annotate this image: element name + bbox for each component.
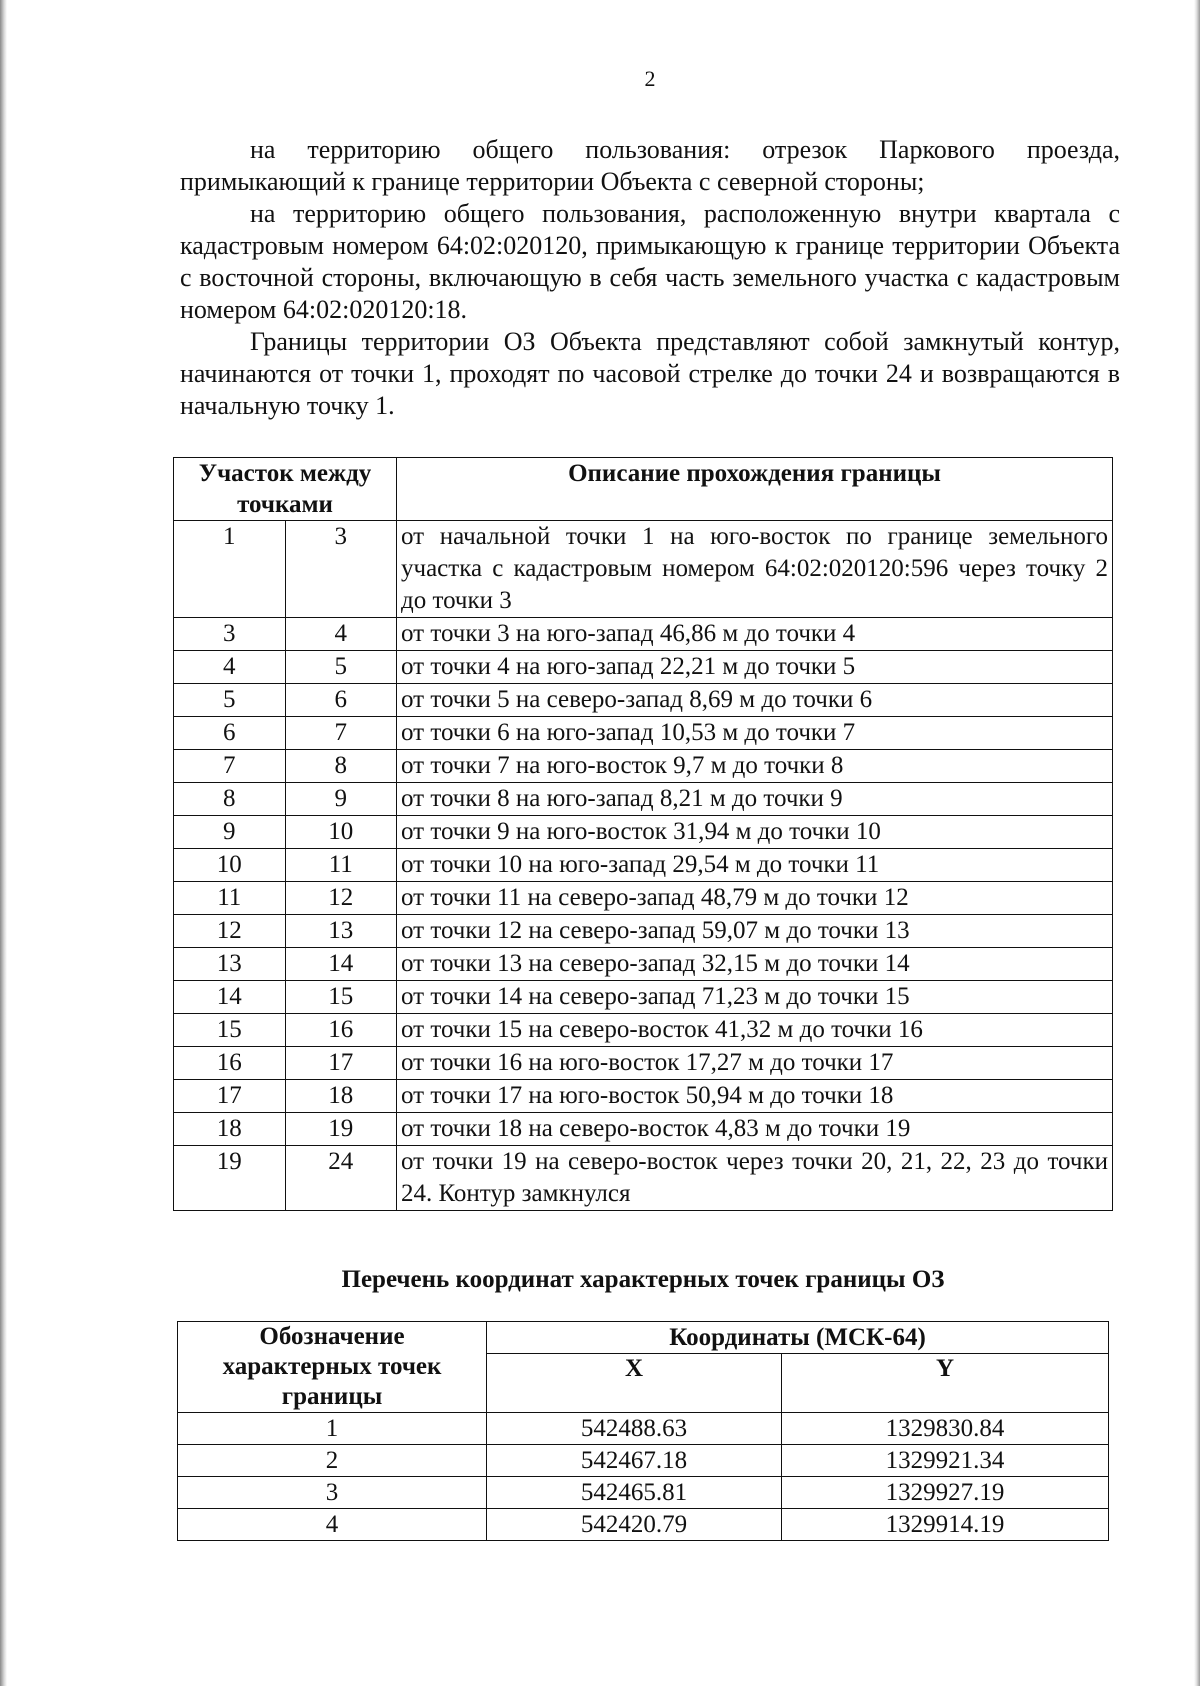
table-row (174, 783, 1113, 816)
table-row (174, 849, 1113, 882)
segment-description: от точки 3 на юго-запад 46,86 м до точки 4 (397, 618, 1113, 651)
segment-description: от точки 4 на юго-запад 22,21 м до точки 5 (397, 651, 1113, 684)
header-boundary-description: Описание прохождения границы (397, 458, 1113, 521)
segment-from-point: 19 (174, 1146, 286, 1211)
paragraph-public-area-north: на территорию общего пользования: отрезок Паркового проезда, примыкающий к границе территории Объекта с северной стороны; (180, 135, 1120, 196)
coordinates-list-title: Перечень координат характерных точек границы ОЗ (341, 1266, 945, 1293)
table-row (178, 1413, 1109, 1445)
segment-from-point: 5 (174, 684, 286, 717)
segment-from-point: 4 (174, 651, 286, 684)
table-row (178, 1477, 1109, 1509)
segment-from-point: 18 (174, 1113, 286, 1146)
segment-to-point: 6 (285, 684, 397, 717)
table-row (174, 1080, 1113, 1113)
segment-from-point: 9 (174, 816, 286, 849)
table-row (174, 1014, 1113, 1047)
segment-description: от точки 19 на северо-восток через точки 20, 21, 22, 23 до точки 24. Контур замкнулся (397, 1146, 1113, 1211)
scan-edge-right (1194, 0, 1200, 1686)
segment-to-point: 9 (285, 783, 397, 816)
segment-from-point: 16 (174, 1047, 286, 1080)
table-row (174, 882, 1113, 915)
table-row (174, 651, 1113, 684)
table-row (174, 618, 1113, 651)
boundary-table-body (174, 521, 1113, 1211)
segment-description: от точки 18 на северо-восток 4,83 м до точки 19 (397, 1113, 1113, 1146)
table-row (174, 816, 1113, 849)
segment-to-point: 11 (285, 849, 397, 882)
table-row (178, 1445, 1109, 1477)
segment-description: от точки 6 на юго-запад 10,53 м до точки 7 (397, 717, 1113, 750)
coord-point-id: 1 (178, 1413, 487, 1445)
coord-x-value: 542467.18 (487, 1445, 782, 1477)
segment-description: от точки 9 на юго-восток 31,94 м до точки 10 (397, 816, 1113, 849)
segment-to-point: 14 (285, 948, 397, 981)
page-number: 2 (644, 66, 656, 91)
segment-description: от точки 15 на северо-восток 41,32 м до точки 16 (397, 1014, 1113, 1047)
coord-y-value: 1329830.84 (781, 1413, 1108, 1445)
segment-to-point: 15 (285, 981, 397, 1014)
table-row (174, 948, 1113, 981)
segment-from-point: 17 (174, 1080, 286, 1113)
segment-from-point: 11 (174, 882, 286, 915)
segment-from-point: 10 (174, 849, 286, 882)
coord-point-id: 4 (178, 1509, 487, 1541)
segment-from-point: 3 (174, 618, 286, 651)
segment-from-point: 14 (174, 981, 286, 1014)
header-x: X (487, 1354, 782, 1413)
segment-from-point: 1 (174, 521, 286, 618)
segment-to-point: 24 (285, 1146, 397, 1211)
segment-description: от точки 16 на юго-восток 17,27 м до точки 17 (397, 1047, 1113, 1080)
coords-table-body (178, 1413, 1109, 1541)
segment-description: от точки 8 на юго-запад 8,21 м до точки 9 (397, 783, 1113, 816)
segment-from-point: 12 (174, 915, 286, 948)
segment-to-point: 3 (285, 521, 397, 618)
table-row (174, 717, 1113, 750)
table-row (174, 1146, 1113, 1211)
coord-y-value: 1329914.19 (781, 1509, 1108, 1541)
table-row (174, 1047, 1113, 1080)
header-y: Y (781, 1354, 1108, 1413)
segment-description: от точки 13 на северо-запад 32,15 м до точки 14 (397, 948, 1113, 981)
coord-x-value: 542488.63 (487, 1413, 782, 1445)
segment-description: от точки 5 на северо-запад 8,69 м до точки 6 (397, 684, 1113, 717)
scan-edge-left (0, 0, 7, 1686)
segment-description: от начальной точки 1 на юго-восток по границе земельного участка с кадастровым номером 64:02:020120:596 через точку 2 до точки 3 (397, 521, 1113, 618)
segment-from-point: 8 (174, 783, 286, 816)
coord-x-value: 542465.81 (487, 1477, 782, 1509)
segment-from-point: 13 (174, 948, 286, 981)
segment-to-point: 16 (285, 1014, 397, 1047)
segment-from-point: 15 (174, 1014, 286, 1047)
table-row (178, 1509, 1109, 1541)
segment-to-point: 19 (285, 1113, 397, 1146)
coordinates-table (177, 1321, 1109, 1541)
segment-to-point: 10 (285, 816, 397, 849)
segment-description: от точки 17 на юго-восток 50,94 м до точки 18 (397, 1080, 1113, 1113)
paragraph-boundary-contour: Границы территории ОЗ Объекта представляют собой замкнутый контур, начинаются от точки 1, проходят по часовой стрелке до точки 24 и возвращаются в начальную точку 1. (180, 327, 1120, 420)
segment-from-point: 7 (174, 750, 286, 783)
boundary-description-table (173, 457, 1113, 1211)
header-point-designation: Обозначение характерных точек границы (178, 1322, 487, 1413)
header-segment-between-points: Участок между точками (174, 458, 397, 521)
table-row (174, 981, 1113, 1014)
coords-header-row-1 (178, 1322, 1109, 1354)
paragraph-public-area-east: на территорию общего пользования, расположенную внутри квартала с кадастровым номером 64:02:020120, примыкающую к границе территории Объекта с восточной стороны, включающую в себя часть земельного участка с кадастровым номером 64:02:020120:18. (180, 199, 1120, 324)
boundary-table-header-row (174, 458, 1113, 521)
segment-description: от точки 12 на северо-запад 59,07 м до точки 13 (397, 915, 1113, 948)
segment-description: от точки 11 на северо-запад 48,79 м до точки 12 (397, 882, 1113, 915)
coord-y-value: 1329927.19 (781, 1477, 1108, 1509)
table-row (174, 684, 1113, 717)
segment-to-point: 5 (285, 651, 397, 684)
coord-y-value: 1329921.34 (781, 1445, 1108, 1477)
table-row (174, 750, 1113, 783)
segment-to-point: 18 (285, 1080, 397, 1113)
table-row (174, 521, 1113, 618)
segment-description: от точки 10 на юго-запад 29,54 м до точки 11 (397, 849, 1113, 882)
table-row (174, 1113, 1113, 1146)
body-text (180, 134, 1120, 422)
segment-from-point: 6 (174, 717, 286, 750)
header-coordinates-system: Координаты (МСК-64) (487, 1322, 1109, 1354)
coord-point-id: 3 (178, 1477, 487, 1509)
segment-to-point: 12 (285, 882, 397, 915)
coord-point-id: 2 (178, 1445, 487, 1477)
segment-to-point: 13 (285, 915, 397, 948)
table-row (174, 915, 1113, 948)
segment-to-point: 8 (285, 750, 397, 783)
segment-to-point: 17 (285, 1047, 397, 1080)
segment-to-point: 4 (285, 618, 397, 651)
segment-description: от точки 14 на северо-запад 71,23 м до точки 15 (397, 981, 1113, 1014)
segment-description: от точки 7 на юго-восток 9,7 м до точки 8 (397, 750, 1113, 783)
coord-x-value: 542420.79 (487, 1509, 782, 1541)
segment-to-point: 7 (285, 717, 397, 750)
